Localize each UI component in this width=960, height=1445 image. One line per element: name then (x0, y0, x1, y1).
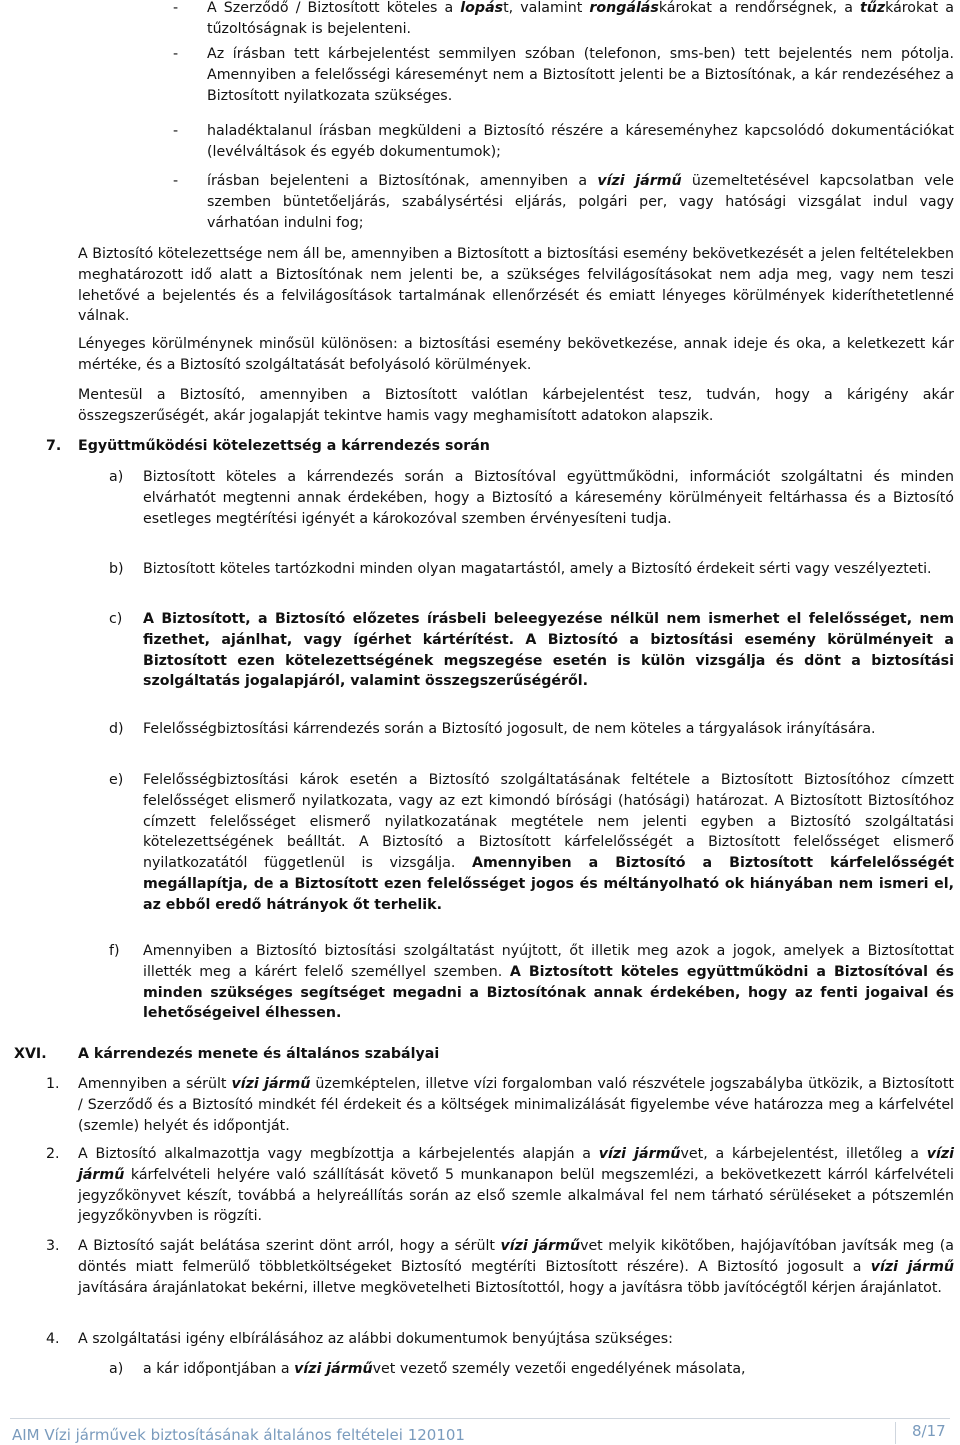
footer-divider (895, 1422, 896, 1444)
emphasis-term: tűz (859, 0, 886, 16)
section-title: Együttműködési kötelezettség a kárrendezés során (78, 438, 490, 454)
emphasis-term: vízi jármű (294, 1361, 373, 1377)
page-current: 8 (912, 1422, 922, 1440)
emphasis-term: vízi jármű (598, 1146, 681, 1162)
page-number: 8/17 (912, 1422, 946, 1440)
list-item-text: írásban bejelenteni a Biztosítónak, amennyiben a vízi jármű üzemeltetésével kapcsolatban vele szemben büntetőeljárás, szabálysértési eljárás, polgári per, vagy hatósági vizsgálat indul vagy várhatóan indulni fog; (207, 173, 954, 231)
list-marker: - (173, 123, 179, 139)
list-marker: 3. (46, 1238, 60, 1254)
list-item-text: A szolgáltatási igény elbírálásához az alábbi dokumentumok benyújtása szükséges: (78, 1331, 673, 1347)
list-marker: 4. (46, 1331, 60, 1347)
list-marker: a) (109, 1361, 124, 1377)
bold-text: A Biztosított köteles együttműködni a Biztosítóval és minden szükséges segítséget megadni a Biztosítónak annak érdekében, hogy az fenti jogaival és lehetőségeivel élhessen. (143, 963, 954, 1022)
paragraph: Mentesül a Biztosító, amennyiben a Biztosított valótlan kárbejelentést tesz, tudván, hogy a kárigény akár összegszerűségét, akár jogalapját tekintve hamis vagy meghamisított adatokon alapszik. (78, 387, 954, 424)
list-item (173, 171, 954, 233)
bold-text: Amennyiben a Biztosító a Biztosított kárfelelősségét megállapítja, de a Biztosított ezen felelősséget jogos és méltányolható ok hiányában nem ismeri el, az ebből eredő hátrányok őt terhelik. (143, 855, 954, 913)
list-item (173, 121, 954, 163)
list-item-text: Felelősségbiztosítási kárrendezés során a Biztosító jogosult, de nem köteles a tárgyalások irányítására. (143, 721, 876, 737)
list-item (109, 1359, 954, 1380)
list-item-text: haladéktalanul írásban megküldeni a Biztosító részére a káreseményhez kapcsolódó dokumentációkat (levélváltások és egyéb dokumentumok); (207, 123, 954, 160)
list-item (46, 1236, 955, 1298)
list-item-text: Biztosított köteles tartózkodni minden olyan magatartástól, amely a Biztosító érdekeit sérti vagy veszélyezteti. (143, 561, 932, 577)
list-item (109, 719, 954, 740)
list-marker: a) (109, 469, 124, 485)
list-item-text: A Biztosító saját belátása szerint dönt arról, hogy a sérült vízi járművet melyik kikötőben, hajójavítóban javítsák meg (a döntés miatt felmerülő többletköltségeket Biztosító megtéríti Biztosított részére). A Biztosító jogosult a vízi jármű javítására árajánlatokat bekérni, illetve megkövetelheti Biztosítottól, hogy a javításra több javítócégtől kérjen árajánlatot. (78, 1238, 955, 1296)
list-item-text: A Biztosító alkalmazottja vagy megbízottja a kárbejelentés alapján a vízi járművet, a kárbejelentést, illetőleg a vízi jármű kárfelvételi helyére való szállítását követő 5 munkanapon belül megszemlézi, a bekövetkezett kárról kárfelvételi jegyzőkönyvet készít, továbbá a helyreállítás során az első szemle alkalmával fel nem tárható sérüléseket a pótszemlén jegyzőkönyvben is rögzíti. (78, 1146, 954, 1225)
section-title: A kárrendezés menete és általános szabályai (78, 1046, 440, 1062)
list-item (46, 1144, 954, 1227)
list-marker: d) (109, 721, 124, 737)
list-marker: b) (109, 561, 124, 577)
emphasis-term: vízi jármű (870, 1258, 954, 1275)
list-marker: - (173, 46, 179, 62)
page-footer (0, 1418, 960, 1445)
section-number: 7. (46, 438, 62, 454)
list-marker: 1. (46, 1076, 60, 1092)
list-item (46, 1074, 954, 1136)
list-item (46, 1329, 954, 1350)
list-item-text: Az írásban tett kárbejelentést semmilyen szóban (telefonon, sms-ben) tett bejelentés nem pótolja. Amennyiben a felelősségi káreseményt nem a Biztosított jelenti be a Biztosítónak, a kár rendezéséhez a Biztosított nyilatkozata szükséges. (207, 46, 954, 104)
section-heading (14, 1044, 914, 1065)
footer-rule (10, 1418, 950, 1419)
list-item-text: Felelősségbiztosítási károk esetén a Biztosító szolgáltatásának feltétele a Biztosított Biztosítóhoz címzett felelősséget elismerő nyilatkozata, vagy az ezt kimondó bírósági (hatósági) határozat. A Biztosított Biztosítóhoz címzett felelősséget elismerő nyilatkozatának megtétele nem jelenti egyben a Biztosító szolgáltatási kötelezettségének beálltát. A Biztosító a Biztosított kárfelelősségét a Biztosított felelősséget elismerő nyilatkozatától függetlenül is vizsgálja. Amennyiben a Biztosító a Biztosított kárfelelősségét megállapítja, de a Biztosított ezen felelősséget jogos és méltányolható ok hiányában nem ismeri el, az ebből eredő hátrányok őt terhelik. (143, 772, 954, 913)
list-marker: e) (109, 772, 124, 788)
bold-text: A Biztosított, a Biztosító előzetes írásbeli beleegyezése nélkül nem ismerhet el felelősséget, nem fizethet, ajánlhat, vagy ígérhet kártérítést. A Biztosító a biztosítási esemény körülményeit a Biztosított ezen kötelezettségének megszegése esetén is külön vizsgálja és dönt a biztosítási szolgáltatás jogalapjáról, valamint összegszerűségéről. (143, 611, 954, 690)
emphasis-term: rongálás (589, 0, 659, 16)
paragraph: Lényeges körülménynek minősül különösen: a biztosítási esemény bekövetkezése, annak ideje és oka, a keletkezett kár mértéke, és a Biztosító szolgáltatását befolyásoló körülmények. (78, 336, 954, 373)
emphasis-term: vízi jármű (231, 1076, 311, 1092)
section-heading (46, 436, 946, 457)
list-item (109, 467, 954, 529)
list-marker: - (173, 0, 179, 16)
emphasis-term: vízi jármű (78, 1146, 954, 1183)
list-marker: f) (109, 943, 120, 959)
list-item-text: Biztosított köteles a kárrendezés során a Biztosítóval együttműködni, információt szolgáltatni és minden elvárhatót megtenni annak érdekében, hogy a Biztosító a káresemény körülményeit feltárhassa és a Biztosító esetleges megtérítési igényét a károkozóval szemben érvényesíteni tudja. (143, 469, 954, 527)
list-item (173, 44, 954, 106)
page-total: 17 (926, 1422, 946, 1440)
list-item-text (143, 611, 954, 689)
list-item-text: a kár időpontjában a vízi járművet vezető személy vezetői engedélyének másolata, (143, 1361, 746, 1377)
emphasis-term: lopás (460, 0, 504, 16)
list-item (173, 0, 954, 40)
list-item-text: Amennyiben a sérült vízi jármű üzemképtelen, illetve vízi forgalomban való részvétele jogszabályba ütközik, a Biztosított / Szerződő és a Biztosító mindkét fél érdekeit és a költségek minimalizálását figyelembe véve határozza meg a kárfelvétel (szemle) helyét és időpontját. (78, 1076, 954, 1134)
list-item-text: A Szerződő / Biztosított köteles a lopást, valamint rongáláskárokat a rendőrségnek, a tűzkárokat a tűzoltóságnak is bejelenteni. (207, 0, 954, 37)
emphasis-term: vízi jármű (500, 1238, 581, 1254)
list-item (109, 559, 954, 580)
list-item (109, 941, 954, 1024)
list-marker: c) (109, 611, 123, 627)
list-marker: 2. (46, 1146, 60, 1162)
emphasis-term: vízi jármű (597, 173, 682, 189)
list-marker: - (173, 173, 179, 189)
section-number: XVI. (14, 1046, 47, 1062)
list-item-text: Amennyiben a Biztosító biztosítási szolgáltatást nyújtott, őt illetik meg azok a jogok, amelyek a Biztosítottat illették meg a kárért felelő személlyel szemben. A Biztosított köteles együttműködni a Biztosítóval és minden szükséges segítséget megadni a Biztosítónak annak érdekében, hogy az fenti jogaival és lehetőségeivel élhessen. (143, 943, 954, 1022)
paragraph: A Biztosító kötelezettsége nem áll be, amennyiben a Biztosított a biztosítási esemény bekövetkezését a jelen feltételekben meghatározott idő alatt a Biztosítónak nem jelenti be, a szükséges felvilágosításokat nem adja meg, vagy nem teszi lehetővé a bejelentés és a felvilágosítások tartalmának ellenőrzését és emiatt lényeges körülmények kideríthetetlenné válnak. (78, 246, 954, 325)
footer-title: AIM Vízi járművek biztosításának általános feltételei 120101 (12, 1426, 465, 1444)
list-item (109, 609, 954, 692)
list-item (109, 770, 954, 916)
